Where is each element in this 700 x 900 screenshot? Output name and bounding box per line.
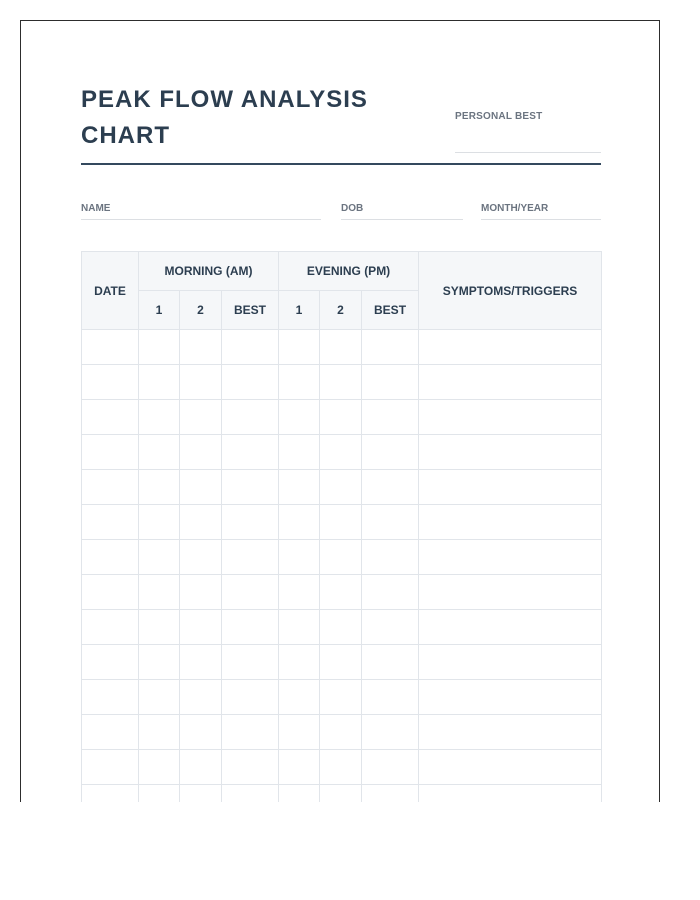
morning-reading-1-cell[interactable] <box>139 785 180 803</box>
evening-best-cell[interactable] <box>362 435 419 470</box>
evening-best-cell[interactable] <box>362 680 419 715</box>
morning-best-cell[interactable] <box>222 470 279 505</box>
morning-best-cell[interactable] <box>222 715 279 750</box>
evening-reading-2-cell[interactable] <box>320 715 362 750</box>
evening-best-header: BEST <box>362 291 419 330</box>
evening-reading-1-cell[interactable] <box>279 715 320 750</box>
table-row <box>82 750 602 785</box>
month-year-field[interactable] <box>481 219 601 220</box>
evening-reading-2-cell[interactable] <box>320 330 362 365</box>
morning-reading-2-cell[interactable] <box>180 750 222 785</box>
table-row <box>82 610 602 645</box>
morning-reading-2-cell[interactable] <box>180 645 222 680</box>
table-row <box>82 330 602 365</box>
evening-best-cell[interactable] <box>362 505 419 540</box>
evening-reading-1-cell[interactable] <box>279 575 320 610</box>
symptoms-cell[interactable] <box>419 400 602 435</box>
morning-reading-2-cell[interactable] <box>180 575 222 610</box>
symptoms-cell[interactable] <box>419 750 602 785</box>
peak-flow-table <box>81 251 602 802</box>
morning-reading-1-cell[interactable] <box>139 400 180 435</box>
table-row <box>82 645 602 680</box>
table-row <box>82 470 602 505</box>
table-row <box>82 575 602 610</box>
table-row <box>82 785 602 803</box>
date-cell[interactable] <box>82 645 139 680</box>
morning-best-cell[interactable] <box>222 610 279 645</box>
symptoms-cell[interactable] <box>419 505 602 540</box>
date-cell[interactable] <box>82 715 139 750</box>
morning-reading-2-cell[interactable] <box>180 680 222 715</box>
morning-reading-1-cell[interactable] <box>139 750 180 785</box>
evening-reading-2-cell[interactable] <box>320 505 362 540</box>
date-cell[interactable] <box>82 610 139 645</box>
morning-reading-1-cell[interactable] <box>139 540 180 575</box>
date-cell[interactable] <box>82 400 139 435</box>
morning-best-cell[interactable] <box>222 505 279 540</box>
date-cell[interactable] <box>82 785 139 803</box>
evening-reading-1-cell[interactable] <box>279 610 320 645</box>
evening-reading-1-cell[interactable] <box>279 435 320 470</box>
morning-reading-1-cell[interactable] <box>139 365 180 400</box>
morning-reading-2-cell[interactable] <box>180 785 222 803</box>
evening-reading-1-cell[interactable] <box>279 645 320 680</box>
morning-best-cell[interactable] <box>222 785 279 803</box>
evening-reading-2-cell[interactable] <box>320 750 362 785</box>
morning-reading-2-cell[interactable] <box>180 400 222 435</box>
symptoms-cell[interactable] <box>419 575 602 610</box>
name-label: NAME <box>81 203 111 214</box>
symptoms-cell[interactable] <box>419 365 602 400</box>
title-divider <box>81 163 601 165</box>
personal-best-field[interactable] <box>455 152 601 153</box>
morning-best-cell[interactable] <box>222 365 279 400</box>
date-cell[interactable] <box>82 435 139 470</box>
evening-reading-2-header: 2 <box>320 291 362 330</box>
evening-best-cell[interactable] <box>362 610 419 645</box>
evening-reading-1-cell[interactable] <box>279 505 320 540</box>
evening-reading-1-cell[interactable] <box>279 470 320 505</box>
morning-reading-1-cell[interactable] <box>139 645 180 680</box>
evening-best-cell[interactable] <box>362 470 419 505</box>
evening-best-cell[interactable] <box>362 715 419 750</box>
morning-best-header: BEST <box>222 291 279 330</box>
morning-reading-2-cell[interactable] <box>180 435 222 470</box>
evening-reading-2-cell[interactable] <box>320 785 362 803</box>
morning-reading-1-header: 1 <box>139 291 180 330</box>
symptoms-column-header: SYMPTOMS/TRIGGERS <box>419 252 602 330</box>
morning-reading-1-cell[interactable] <box>139 610 180 645</box>
evening-reading-2-cell[interactable] <box>320 575 362 610</box>
evening-best-cell[interactable] <box>362 330 419 365</box>
evening-reading-2-cell[interactable] <box>320 470 362 505</box>
morning-best-cell[interactable] <box>222 575 279 610</box>
dob-field[interactable] <box>341 219 463 220</box>
date-cell[interactable] <box>82 575 139 610</box>
morning-column-header: MORNING (AM) <box>139 252 279 291</box>
morning-best-cell[interactable] <box>222 750 279 785</box>
evening-reading-2-cell[interactable] <box>320 610 362 645</box>
morning-reading-1-cell[interactable] <box>139 330 180 365</box>
morning-reading-1-cell[interactable] <box>139 575 180 610</box>
symptoms-cell[interactable] <box>419 680 602 715</box>
table-body <box>82 330 602 803</box>
table-row <box>82 365 602 400</box>
symptoms-cell[interactable] <box>419 785 602 803</box>
evening-reading-1-header: 1 <box>279 291 320 330</box>
table-row <box>82 680 602 715</box>
date-cell[interactable] <box>82 505 139 540</box>
dob-label: DOB <box>341 203 364 214</box>
morning-reading-1-cell[interactable] <box>139 680 180 715</box>
morning-best-cell[interactable] <box>222 330 279 365</box>
symptoms-cell[interactable] <box>419 435 602 470</box>
evening-reading-2-cell[interactable] <box>320 435 362 470</box>
personal-best-label: PERSONAL BEST <box>455 111 543 122</box>
evening-best-cell[interactable] <box>362 400 419 435</box>
morning-reading-2-cell[interactable] <box>180 470 222 505</box>
evening-reading-1-cell[interactable] <box>279 785 320 803</box>
morning-reading-2-header: 2 <box>180 291 222 330</box>
symptoms-cell[interactable] <box>419 540 602 575</box>
page-title: PEAK FLOW ANALYSIS CHART <box>81 86 368 149</box>
evening-best-cell[interactable] <box>362 365 419 400</box>
evening-reading-2-cell[interactable] <box>320 680 362 715</box>
month-year-label: MONTH/YEAR <box>481 203 549 214</box>
evening-best-cell[interactable] <box>362 645 419 680</box>
date-cell[interactable] <box>82 540 139 575</box>
morning-reading-1-cell[interactable] <box>139 470 180 505</box>
evening-best-cell[interactable] <box>362 750 419 785</box>
morning-reading-2-cell[interactable] <box>180 365 222 400</box>
table-row <box>82 715 602 750</box>
date-cell[interactable] <box>82 750 139 785</box>
symptoms-cell[interactable] <box>419 645 602 680</box>
morning-reading-2-cell[interactable] <box>180 330 222 365</box>
table-row <box>82 505 602 540</box>
morning-reading-1-cell[interactable] <box>139 715 180 750</box>
morning-reading-1-cell[interactable] <box>139 505 180 540</box>
table-row <box>82 540 602 575</box>
evening-reading-1-cell[interactable] <box>279 750 320 785</box>
morning-reading-2-cell[interactable] <box>180 505 222 540</box>
date-cell[interactable] <box>82 365 139 400</box>
morning-best-cell[interactable] <box>222 540 279 575</box>
evening-reading-2-cell[interactable] <box>320 400 362 435</box>
morning-best-cell[interactable] <box>222 400 279 435</box>
evening-reading-1-cell[interactable] <box>279 330 320 365</box>
evening-reading-1-cell[interactable] <box>279 680 320 715</box>
date-column-header: DATE <box>82 252 139 330</box>
evening-best-cell[interactable] <box>362 540 419 575</box>
morning-reading-2-cell[interactable] <box>180 715 222 750</box>
name-field[interactable] <box>81 219 321 220</box>
symptoms-cell[interactable] <box>419 470 602 505</box>
evening-column-header: EVENING (PM) <box>279 252 419 291</box>
evening-reading-1-cell[interactable] <box>279 400 320 435</box>
evening-best-cell[interactable] <box>362 575 419 610</box>
date-cell[interactable] <box>82 680 139 715</box>
date-cell[interactable] <box>82 470 139 505</box>
symptoms-cell[interactable] <box>419 715 602 750</box>
date-cell[interactable] <box>82 330 139 365</box>
evening-reading-1-cell[interactable] <box>279 365 320 400</box>
morning-best-cell[interactable] <box>222 645 279 680</box>
symptoms-cell[interactable] <box>419 330 602 365</box>
morning-best-cell[interactable] <box>222 435 279 470</box>
evening-best-cell[interactable] <box>362 785 419 803</box>
morning-reading-2-cell[interactable] <box>180 610 222 645</box>
symptoms-cell[interactable] <box>419 610 602 645</box>
evening-reading-2-cell[interactable] <box>320 645 362 680</box>
morning-reading-2-cell[interactable] <box>180 540 222 575</box>
table-row <box>82 400 602 435</box>
evening-reading-2-cell[interactable] <box>320 365 362 400</box>
morning-best-cell[interactable] <box>222 680 279 715</box>
morning-reading-1-cell[interactable] <box>139 435 180 470</box>
table-row <box>82 435 602 470</box>
chart-sheet <box>20 20 660 802</box>
evening-reading-2-cell[interactable] <box>320 540 362 575</box>
evening-reading-1-cell[interactable] <box>279 540 320 575</box>
